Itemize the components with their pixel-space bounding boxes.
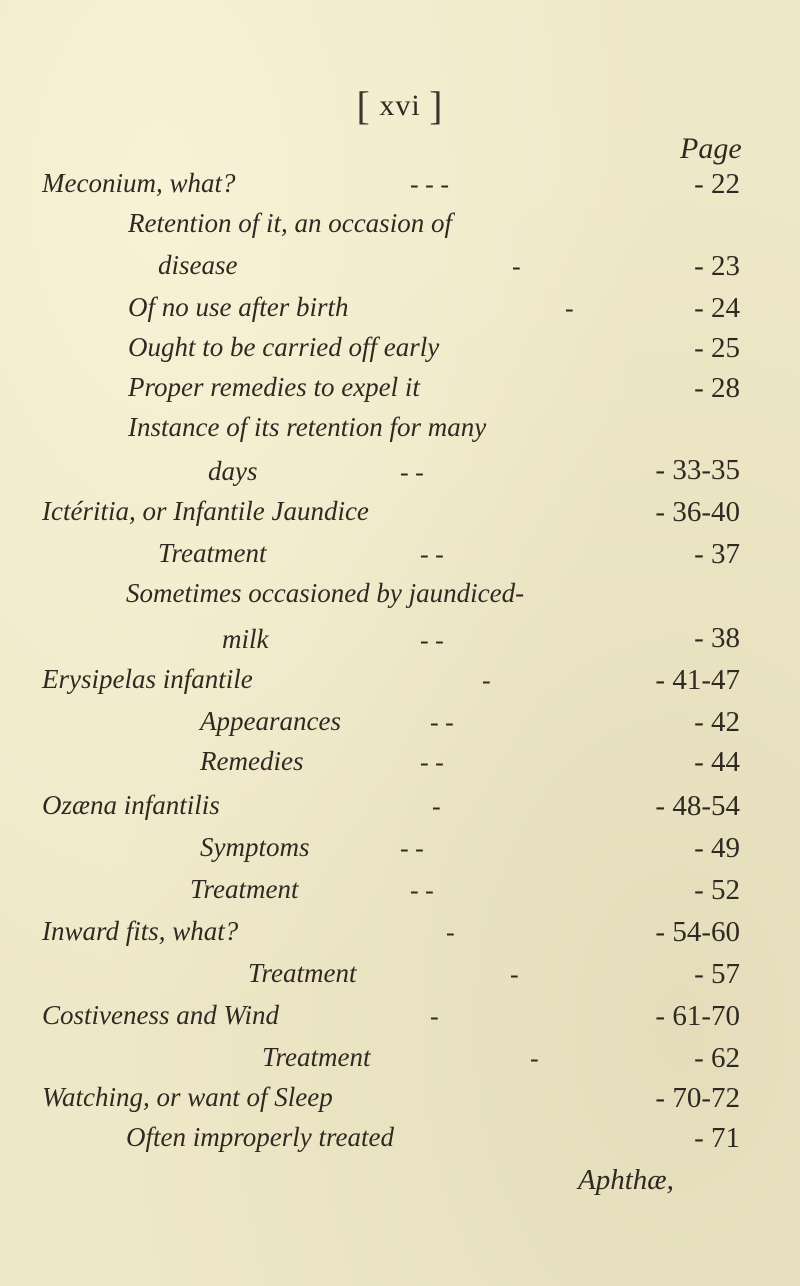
entry-days-page: - 33-35 bbox=[655, 454, 740, 486]
entry-fits-treatment: Treatment bbox=[248, 958, 357, 988]
entry-ozaena-treatment-dashes: - - bbox=[410, 876, 434, 905]
entry-fits-treatment-page: - 57 bbox=[694, 958, 740, 990]
entry-inward-fits: Inward fits, what? bbox=[42, 916, 239, 946]
entry-costiveness-page: - 61-70 bbox=[655, 1000, 740, 1032]
entry-appearances-page: - 42 bbox=[694, 706, 740, 738]
entry-costiveness-treatment: Treatment bbox=[262, 1042, 371, 1072]
entry-erysipelas: Erysipelas infantile bbox=[42, 664, 253, 694]
entry-jaundice-treatment: Treatment bbox=[158, 538, 267, 568]
entry-days: days bbox=[208, 456, 258, 486]
entry-ozaena-treatment-page: - 52 bbox=[694, 874, 740, 906]
catchword: Aphthæ, bbox=[578, 1164, 674, 1196]
entry-symptoms: Symptoms bbox=[200, 832, 310, 862]
entry-remedies: Remedies bbox=[200, 746, 304, 776]
page-column-label: Page bbox=[680, 132, 742, 165]
entry-ought-page: - 25 bbox=[694, 332, 740, 364]
entry-disease-dashes: - bbox=[512, 252, 521, 281]
left-bracket: [ bbox=[356, 83, 371, 128]
entry-disease-page: - 23 bbox=[694, 250, 740, 282]
entry-disease: disease bbox=[158, 250, 238, 280]
entry-watching: Watching, or want of Sleep bbox=[42, 1082, 333, 1112]
entry-ozaena: Ozæna infantilis bbox=[42, 790, 220, 820]
entry-instance: Instance of its retention for many bbox=[128, 412, 487, 442]
entry-often-improperly: Often improperly treated bbox=[126, 1122, 394, 1152]
entry-fits-treatment-dashes: - bbox=[510, 960, 519, 989]
entry-milk-dashes: - - bbox=[420, 626, 444, 655]
entry-erysipelas-dashes: - bbox=[482, 666, 491, 695]
entry-meconium: Meconium, what? bbox=[42, 168, 236, 198]
entry-inward-fits-page: - 54-60 bbox=[655, 916, 740, 948]
entry-meconium-page: - 22 bbox=[694, 168, 740, 200]
entry-no-use: Of no use after birth bbox=[128, 292, 349, 322]
entry-inward-fits-dashes: - bbox=[446, 918, 455, 947]
entry-costiveness: Costiveness and Wind bbox=[42, 1000, 279, 1030]
entry-remedies-dashes: - - bbox=[420, 748, 444, 777]
entry-sometimes: Sometimes occasioned by jaundiced- bbox=[126, 578, 525, 608]
entry-appearances: Appearances bbox=[200, 706, 341, 736]
entry-icteritia-page: - 36-40 bbox=[655, 496, 740, 528]
entry-ozaena-page: - 48-54 bbox=[655, 790, 740, 822]
entry-erysipelas-page: - 41-47 bbox=[655, 664, 740, 696]
entry-days-dashes: - - bbox=[400, 458, 424, 487]
page-signature bbox=[0, 82, 800, 129]
entry-proper-remedies-page: - 28 bbox=[694, 372, 740, 404]
entry-jaundice-treatment-page: - 37 bbox=[694, 538, 740, 570]
entry-icteritia: Ictéritia, or Infantile Jaundice bbox=[42, 496, 369, 526]
entry-meconium-dashes: - - - bbox=[410, 170, 449, 199]
entry-often-improperly-page: - 71 bbox=[694, 1122, 740, 1154]
entry-appearances-dashes: - - bbox=[430, 708, 454, 737]
entry-milk: milk bbox=[222, 624, 269, 654]
entry-watching-page: - 70-72 bbox=[655, 1082, 740, 1114]
signature-text: xvi bbox=[379, 89, 421, 122]
entry-symptoms-dashes: - - bbox=[400, 834, 424, 863]
entry-costiveness-treatment-page: - 62 bbox=[694, 1042, 740, 1074]
entry-jaundice-treatment-dashes: - - bbox=[420, 540, 444, 569]
entry-symptoms-page: - 49 bbox=[694, 832, 740, 864]
entry-proper-remedies: Proper remedies to expel it bbox=[128, 372, 420, 402]
entry-ozaena-treatment: Treatment bbox=[190, 874, 299, 904]
entry-ozaena-dashes: - bbox=[432, 792, 441, 821]
entry-no-use-dashes: - bbox=[565, 294, 574, 323]
entry-no-use-page: - 24 bbox=[694, 292, 740, 324]
entry-costiveness-dashes: - bbox=[430, 1002, 439, 1031]
entry-milk-page: - 38 bbox=[694, 622, 740, 654]
entry-costiveness-treatment-dashes: - bbox=[530, 1044, 539, 1073]
entry-remedies-page: - 44 bbox=[694, 746, 740, 778]
entry-ought: Ought to be carried off early bbox=[128, 332, 440, 362]
right-bracket: ] bbox=[429, 83, 444, 128]
entry-retention: Retention of it, an occasion of bbox=[128, 208, 452, 238]
